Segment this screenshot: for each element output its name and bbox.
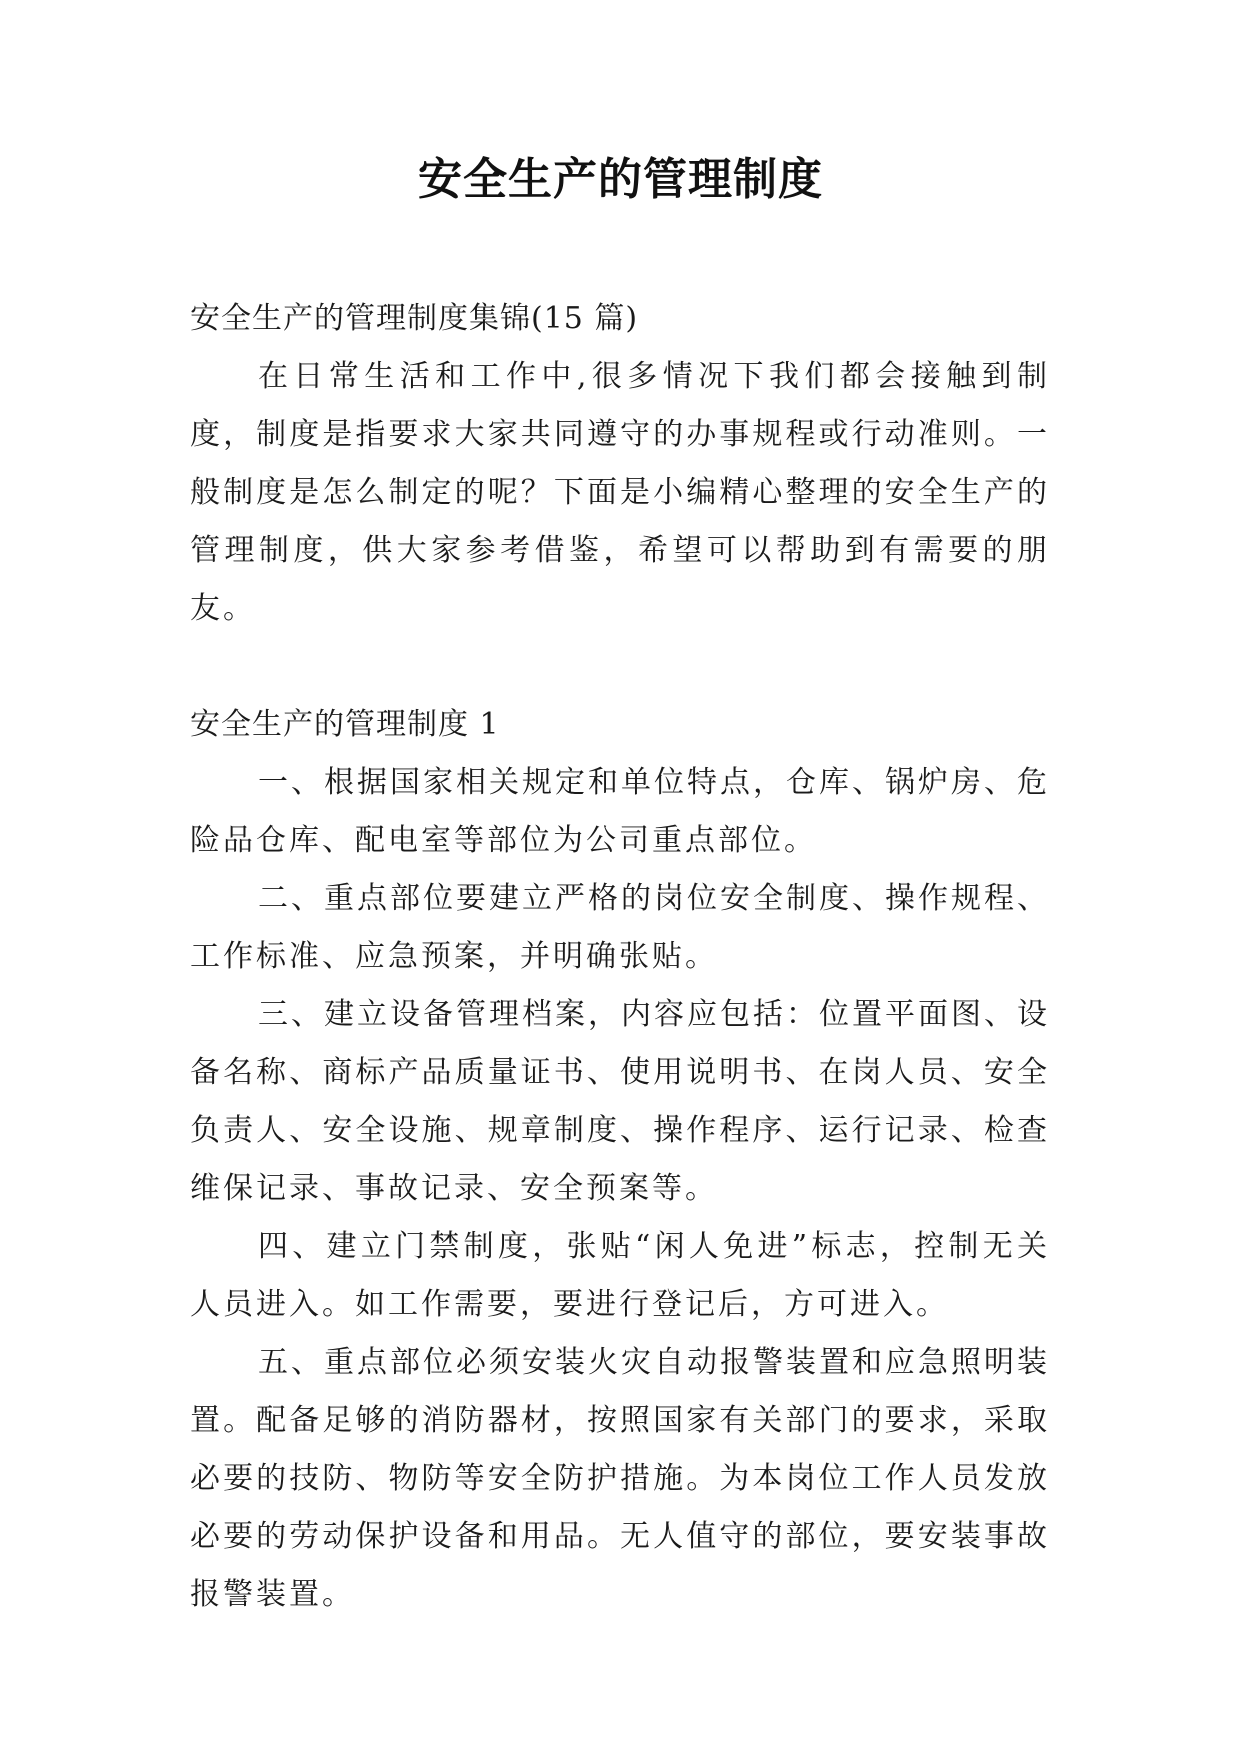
section-item: 一、根据国家相关规定和单位特点，仓库、锅炉房、危险品仓库、配电室等部位为公司重点部位。 bbox=[190, 765, 1050, 858]
section-item: 四、建立门禁制度，张贴“闲人免进”标志，控制无关人员进入。如工作需要，要进行登记后，方可进入。 bbox=[190, 1229, 1050, 1322]
section-item: 五、重点部位必须安装火灾自动报警装置和应急照明装置。配备足够的消防器材，按照国家有关部门的要求，采取必要的技防、物防等安全防护措施。为本岗位工作人员发放必要的劳动保护设备和用品。无人值守的部位，要安装事故报警装置。 bbox=[190, 1345, 1050, 1612]
intro-paragraph: 在日常生活和工作中,很多情况下我们都会接触到制度，制度是指要求大家共同遵守的办事规程或行动准则。一般制度是怎么制定的呢？下面是小编精心整理的安全生产的管理制度，供大家参考借鉴，希望可以帮助到有需要的朋友。 bbox=[190, 359, 1050, 626]
section-item: 三、建立设备管理档案，内容应包括：位置平面图、设备名称、商标产品质量证书、使用说明书、在岗人员、安全负责人、安全设施、规章制度、操作程序、运行记录、检查维保记录、事故记录、安全预案等。 bbox=[190, 997, 1050, 1206]
document-subtitle: 安全生产的管理制度集锦(15 篇) bbox=[190, 301, 639, 336]
section-heading: 安全生产的管理制度 1 bbox=[190, 707, 500, 742]
document-title: 安全生产的管理制度 bbox=[418, 154, 823, 205]
document-body bbox=[190, 290, 1050, 1624]
section-item: 二、重点部位要建立严格的岗位安全制度、操作规程、工作标准、应急预案，并明确张贴。 bbox=[190, 881, 1050, 974]
